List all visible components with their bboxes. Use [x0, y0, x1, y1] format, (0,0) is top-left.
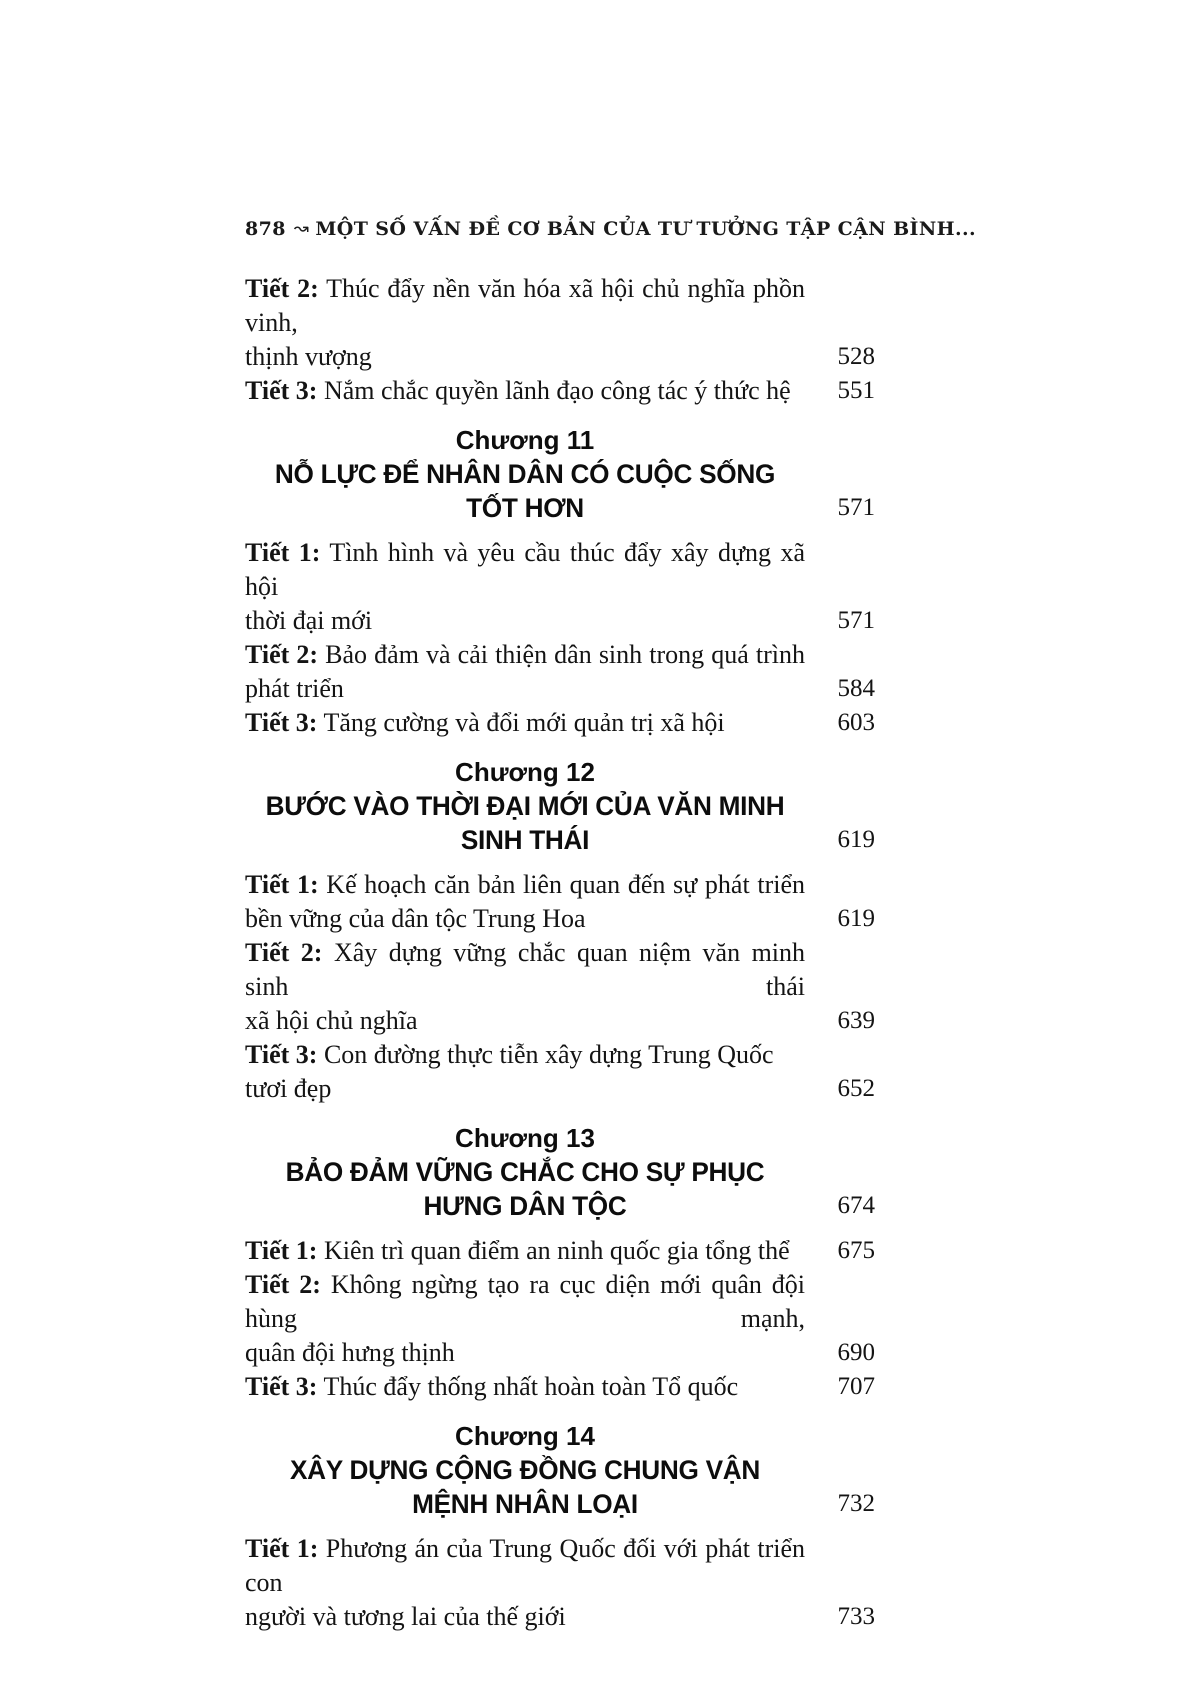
section-line-text: Không ngừng tạo ra cục diện mới quân đội hùng mạnh, — [245, 1270, 806, 1333]
section-line — [245, 1370, 805, 1404]
chapter-title: BẢO ĐẢM VỮNG CHẮC CHO SỰ PHỤC HƯNG DÂN TỘC — [285, 1157, 765, 1221]
toc-page-number: 732 — [837, 1490, 875, 1517]
section-line-text: Kế hoạch căn bản liên quan đến sự phát triển — [326, 870, 806, 899]
toc-chapter-entry — [245, 755, 875, 857]
running-header — [245, 218, 976, 240]
toc-page-number: 652 — [837, 1075, 875, 1102]
section-line — [245, 936, 805, 1004]
section-label: Tiết 1: — [245, 1534, 319, 1563]
chapter-number: Chương 13 — [455, 1123, 595, 1153]
header-ornament-icon: ↝ — [293, 218, 310, 239]
toc-section-entry — [245, 272, 875, 374]
section-label: Tiết 1: — [245, 1236, 318, 1265]
section-line — [245, 868, 805, 902]
toc-section-entry — [245, 1532, 875, 1634]
toc-page-number: 619 — [837, 826, 875, 853]
section-line — [245, 1532, 805, 1600]
section-text — [245, 272, 805, 374]
section-line: xã hội chủ nghĩa — [245, 1006, 418, 1035]
toc-page-number: 674 — [837, 1192, 875, 1219]
section-line-text: Tăng cường và đổi mới quản trị xã hội — [323, 708, 725, 737]
chapter-heading — [245, 423, 805, 525]
toc-page-number: 584 — [837, 675, 875, 702]
section-line — [245, 272, 805, 340]
toc-section-entry — [245, 868, 875, 936]
section-text — [245, 706, 805, 740]
section-text — [245, 638, 805, 706]
section-line-text: Xây dựng vững chắc quan niệm văn minh sinh thái — [245, 938, 806, 1001]
toc-chapter-entry — [245, 1121, 875, 1223]
toc-section-entry — [245, 1268, 875, 1370]
toc-section-entry — [245, 1370, 875, 1404]
section-line — [245, 638, 805, 672]
header-page-number: 878 — [245, 218, 286, 240]
section-label: Tiết 2: — [245, 640, 319, 669]
toc-page-number: 707 — [837, 1373, 875, 1400]
chapter-title: NỖ LỰC ĐỂ NHÂN DÂN CÓ CUỘC SỐNG TỐT HƠN — [274, 459, 776, 523]
toc-chapter-entry — [245, 423, 875, 525]
section-label: Tiết 1: — [245, 870, 319, 899]
section-line: quân đội hưng thịnh — [245, 1338, 455, 1367]
chapter-heading — [245, 755, 805, 857]
section-line-text: Kiên trì quan điểm an ninh quốc gia tổng thể — [323, 1236, 790, 1265]
toc-page-number: 571 — [837, 494, 875, 521]
toc-page-number: 571 — [837, 607, 875, 634]
section-label: Tiết 1: — [245, 538, 321, 567]
section-line-text: Nắm chắc quyền lãnh đạo công tác ý thức hệ — [323, 376, 791, 405]
header-book-title: MỘT SỐ VẤN ĐỀ CƠ BẢN CỦA TƯ TƯỞNG TẬP CẬN BÌNH... — [315, 218, 976, 240]
section-text — [245, 536, 805, 638]
section-line: bền vững của dân tộc Trung Hoa — [245, 904, 586, 933]
toc-page-number: 733 — [837, 1603, 875, 1630]
section-text — [245, 1038, 805, 1106]
section-label: Tiết 3: — [245, 708, 318, 737]
section-line-text: Con đường thực tiễn xây dựng Trung Quốc tươi đẹp — [245, 1040, 774, 1103]
section-line: thịnh vượng — [245, 342, 372, 371]
section-line: thời đại mới — [245, 606, 373, 635]
section-text — [245, 374, 805, 408]
toc-section-entry — [245, 638, 875, 706]
section-line — [245, 374, 805, 408]
chapter-heading — [245, 1121, 805, 1223]
section-text — [245, 936, 805, 1038]
toc-section-entry — [245, 936, 875, 1038]
section-text — [245, 1268, 805, 1370]
chapter-title: BƯỚC VÀO THỜI ĐẠI MỚI CỦA VĂN MINH SINH THÁI — [265, 791, 785, 855]
section-label: Tiết 2: — [245, 1270, 321, 1299]
toc-section-entry — [245, 1234, 875, 1268]
table-of-contents — [245, 272, 875, 1634]
section-text — [245, 868, 805, 936]
toc-section-entry — [245, 536, 875, 638]
section-line-text: Thúc đẩy thống nhất hoàn toàn Tổ quốc — [323, 1372, 739, 1401]
section-text — [245, 1370, 805, 1404]
chapter-number: Chương 12 — [455, 757, 595, 787]
section-label: Tiết 3: — [245, 376, 318, 405]
toc-chapter-entry — [245, 1419, 875, 1521]
section-text — [245, 1234, 805, 1268]
section-line-text: Phương án của Trung Quốc đối với phát triển con — [245, 1534, 806, 1597]
section-label: Tiết 2: — [245, 274, 319, 303]
section-label: Tiết 2: — [245, 938, 323, 967]
toc-section-entry — [245, 374, 875, 408]
section-line — [245, 1038, 805, 1106]
toc-page-number: 528 — [837, 343, 875, 370]
chapter-heading — [245, 1419, 805, 1521]
section-line-text: Thúc đẩy nền văn hóa xã hội chủ nghĩa phồn vinh, — [245, 274, 806, 337]
section-text — [245, 1532, 805, 1634]
toc-page-number: 603 — [837, 709, 875, 736]
section-line — [245, 1234, 805, 1268]
section-line: người và tương lai của thế giới — [245, 1602, 566, 1631]
toc-page-number: 551 — [837, 377, 875, 404]
section-line — [245, 1268, 805, 1336]
section-line — [245, 706, 805, 740]
toc-page-number: 675 — [837, 1237, 875, 1264]
toc-page-number: 639 — [837, 1007, 875, 1034]
chapter-title: XÂY DỰNG CỘNG ĐỒNG CHUNG VẬN MỆNH NHÂN LOẠI — [289, 1455, 760, 1519]
section-line: phát triển — [245, 674, 344, 703]
section-label: Tiết 3: — [245, 1372, 318, 1401]
section-line-text: Tình hình và yêu cầu thúc đẩy xây dựng xã hội — [245, 538, 806, 601]
section-label: Tiết 3: — [245, 1040, 318, 1069]
toc-page-number: 619 — [837, 905, 875, 932]
toc-section-entry — [245, 706, 875, 740]
toc-section-entry — [245, 1038, 875, 1106]
chapter-number: Chương 11 — [455, 425, 595, 455]
section-line — [245, 536, 805, 604]
toc-page-number: 690 — [837, 1339, 875, 1366]
chapter-number: Chương 14 — [455, 1421, 595, 1451]
section-line-text: Bảo đảm và cải thiện dân sinh trong quá trình — [325, 640, 806, 669]
